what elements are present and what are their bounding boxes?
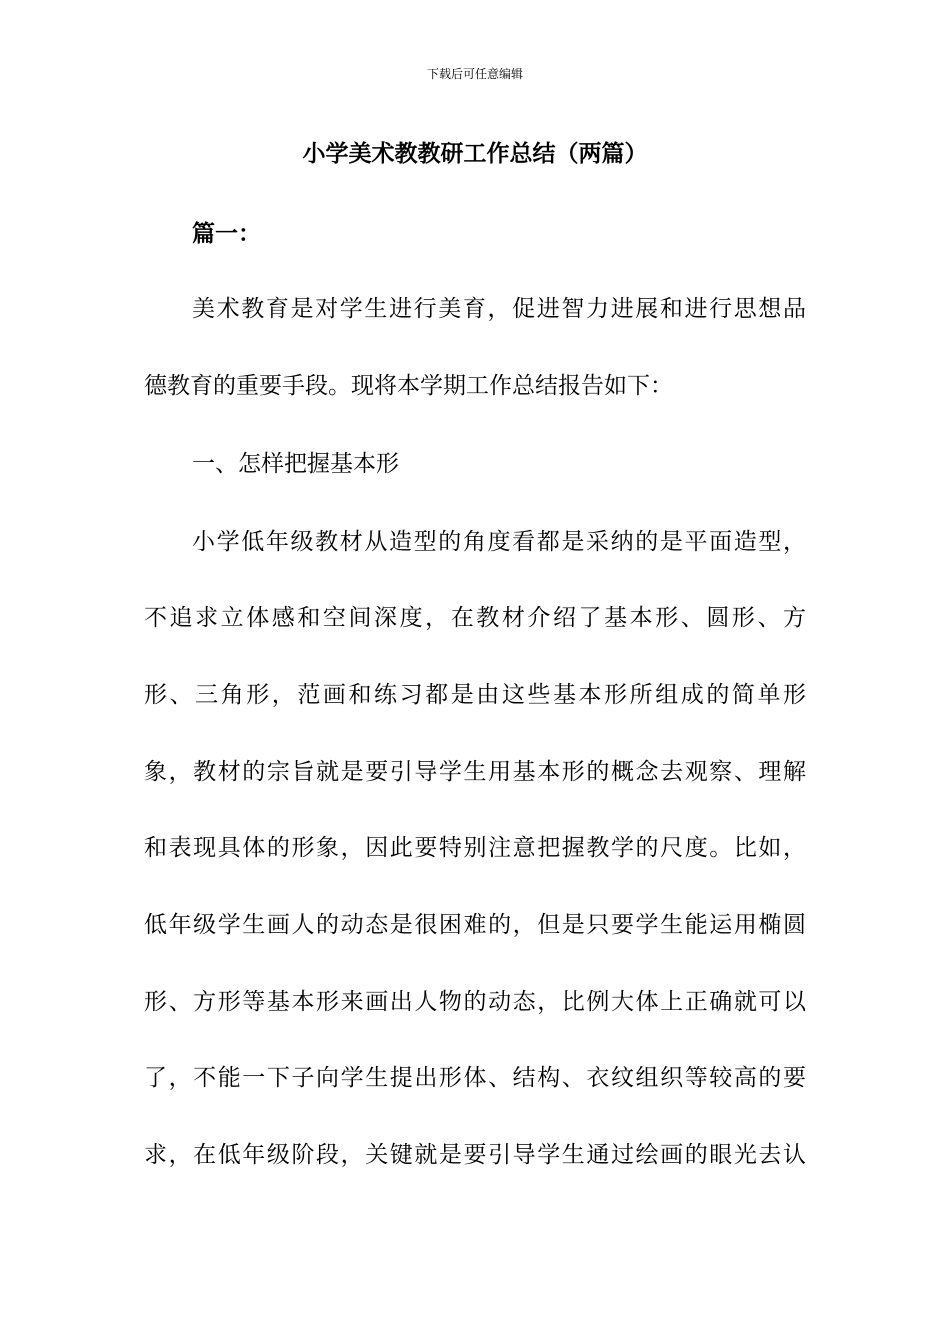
header-note: 下载后可任意编辑 [426, 67, 523, 81]
paragraph-line: 和表现具体的形象，因此要特别注意把握教学的尺度。比如， [144, 835, 806, 861]
subsection-heading: 一、怎样把握基本形 [192, 451, 399, 477]
paragraph-line: 象，教材的宗旨就是要引导学生用基本形的概念去观察、理解 [144, 759, 806, 785]
paragraph-line: 小学低年级教材从造型的角度看都是采纳的是平面造型， [192, 529, 806, 555]
paragraph-line: 低年级学生画人的动态是很困难的，但是只要学生能运用椭圆 [144, 912, 806, 938]
paragraph-line: 求，在低年级阶段，关键就是要引导学生通过绘画的眼光去认 [144, 1142, 806, 1168]
paragraph-line: 美术教育是对学生进行美育，促进智力进展和进行思想品 [192, 296, 806, 322]
paragraph-line: 形、方形等基本形来画出人物的动态，比例大体上正确就可以 [144, 989, 806, 1015]
document-title: 小学美术教教研工作总结（两篇） [302, 140, 648, 167]
paragraph-line: 不追求立体感和空间深度，在教材介绍了基本形、圆形、方 [144, 605, 806, 631]
paragraph-line: 形、三角形，范画和练习都是由这些基本形所组成的简单形 [144, 682, 806, 708]
paragraph-line: 德教育的重要手段。现将本学期工作总结报告如下： [144, 373, 673, 399]
section-heading: 篇一： [192, 220, 261, 247]
paragraph-line: 了，不能一下子向学生提出形体、结构、衣纹组织等较高的要 [144, 1065, 806, 1091]
